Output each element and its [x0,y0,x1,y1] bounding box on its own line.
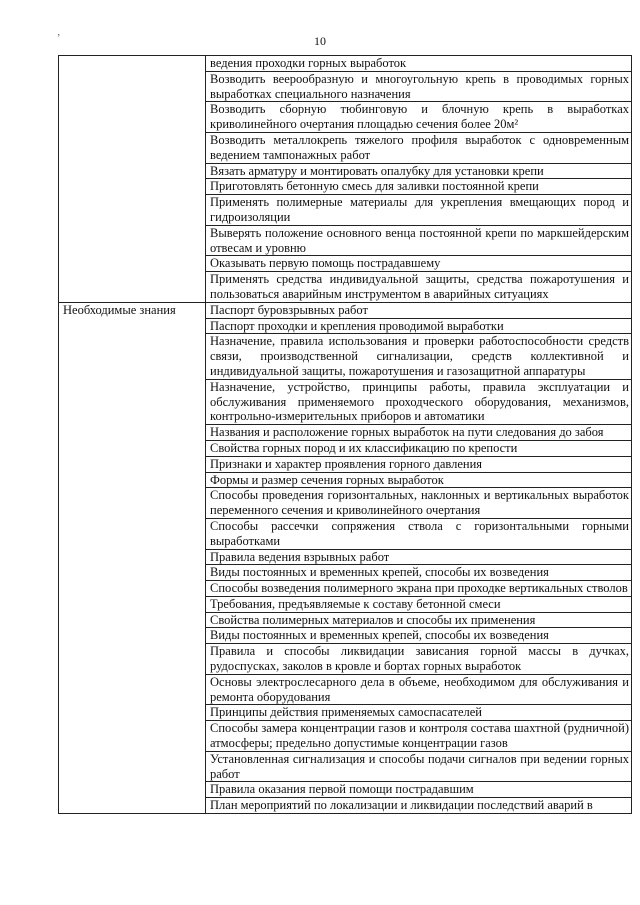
skill-item: Возводить металлокрепь тяжелого профиля выработок с одновременным ведением тампонажных работ [206,132,632,163]
table-row [59,56,632,72]
knowledge-item: Способы проведения горизонтальных, наклонных и вертикальных выработок переменного сечения и криволинейного очертания [206,488,632,519]
skills-label-cell [59,56,206,303]
knowledge-item: Правила и способы ликвидации зависания горной массы в дучках, рудоспусках, заколов в кровле и бортах горных выработок [206,644,632,675]
knowledge-item: Свойства горных пород и их классификацию по крепости [206,440,632,456]
knowledge-item: Признаки и характер проявления горного давления [206,456,632,472]
knowledge-item: Установленная сигнализация и способы подачи сигналов при ведении горных работ [206,751,632,782]
knowledge-label-cell: Необходимые знания [59,302,206,813]
knowledge-item: Виды постоянных и временных крепей, способы их возведения [206,565,632,581]
skill-item: Возводить сборную тюбинговую и блочную крепь в выработках криволинейного очертания площадью сечения более 20м² [206,102,632,133]
skill-item: Приготовлять бетонную смесь для заливки постоянной крепи [206,179,632,195]
knowledge-item: План мероприятий по локализации и ликвидации последствий аварий в [206,798,632,814]
knowledge-item: Виды постоянных и временных крепей, способы их возведения [206,628,632,644]
skill-item: Применять полимерные материалы для укрепления вмещающих пород и гидроизоляции [206,195,632,226]
knowledge-item: Правила оказания первой помощи пострадавшим [206,782,632,798]
knowledge-item: Способы возведения полимерного экрана при проходке вертикальных стволов [206,581,632,597]
knowledge-item: Назначение, правила использования и проверки работоспособности средств связи, производственной сигнализации, средств коллективной и индивидуальной защиты, пожаротушения и газозащитной аппаратуры [206,334,632,379]
requirements-table [58,55,632,814]
knowledge-item: Назначение, устройство, принципы работы, правила эксплуатации и обслуживания применяемого проходческого оборудования, механизмов, контрольно-измерительных приборов и автоматики [206,379,632,424]
knowledge-item: Способы рассечки сопряжения ствола с горизонтальными горными выработками [206,518,632,549]
skill-item: Оказывать первую помощь пострадавшему [206,256,632,272]
skill-item: ведения проходки горных выработок [206,56,632,72]
skill-item: Вязать арматуру и монтировать опалубку для установки крепи [206,163,632,179]
knowledge-item: Названия и расположение горных выработок на пути следования до забоя [206,425,632,441]
knowledge-item: Требования, предъявляемые к составу бетонной смеси [206,596,632,612]
knowledge-item: Способы замера концентрации газов и контроля состава шахтной (рудничной) атмосферы; предельно допустимые концентрации газов [206,721,632,752]
skill-item: Выверять положение основного венца постоянной крепи по маркшейдерским отвесам и уровню [206,225,632,256]
knowledge-item: Паспорт буровзрывных работ [206,302,632,318]
knowledge-item: Паспорт проходки и крепления проводимой выработки [206,318,632,334]
skill-item: Возводить веерообразную и многоугольную крепь в проводимых горных выработках специального назначения [206,71,632,102]
page-number: 10 [314,34,326,48]
knowledge-item: Формы и размер сечения горных выработок [206,472,632,488]
knowledge-item: Правила ведения взрывных работ [206,549,632,565]
table-row [59,302,632,318]
knowledge-item: Основы электрослесарного дела в объеме, необходимом для обслуживания и ремонта оборудования [206,674,632,705]
knowledge-item: Принципы действия применяемых самоспасателей [206,705,632,721]
knowledge-item: Свойства полимерных материалов и способы их применения [206,612,632,628]
skill-item: Применять средства индивидуальной защиты, средства пожаротушения и пользоваться аварийным инструментом в аварийных ситуациях [206,272,632,303]
stray-mark: ‚ [57,27,61,38]
requirements-table-body [59,56,632,814]
